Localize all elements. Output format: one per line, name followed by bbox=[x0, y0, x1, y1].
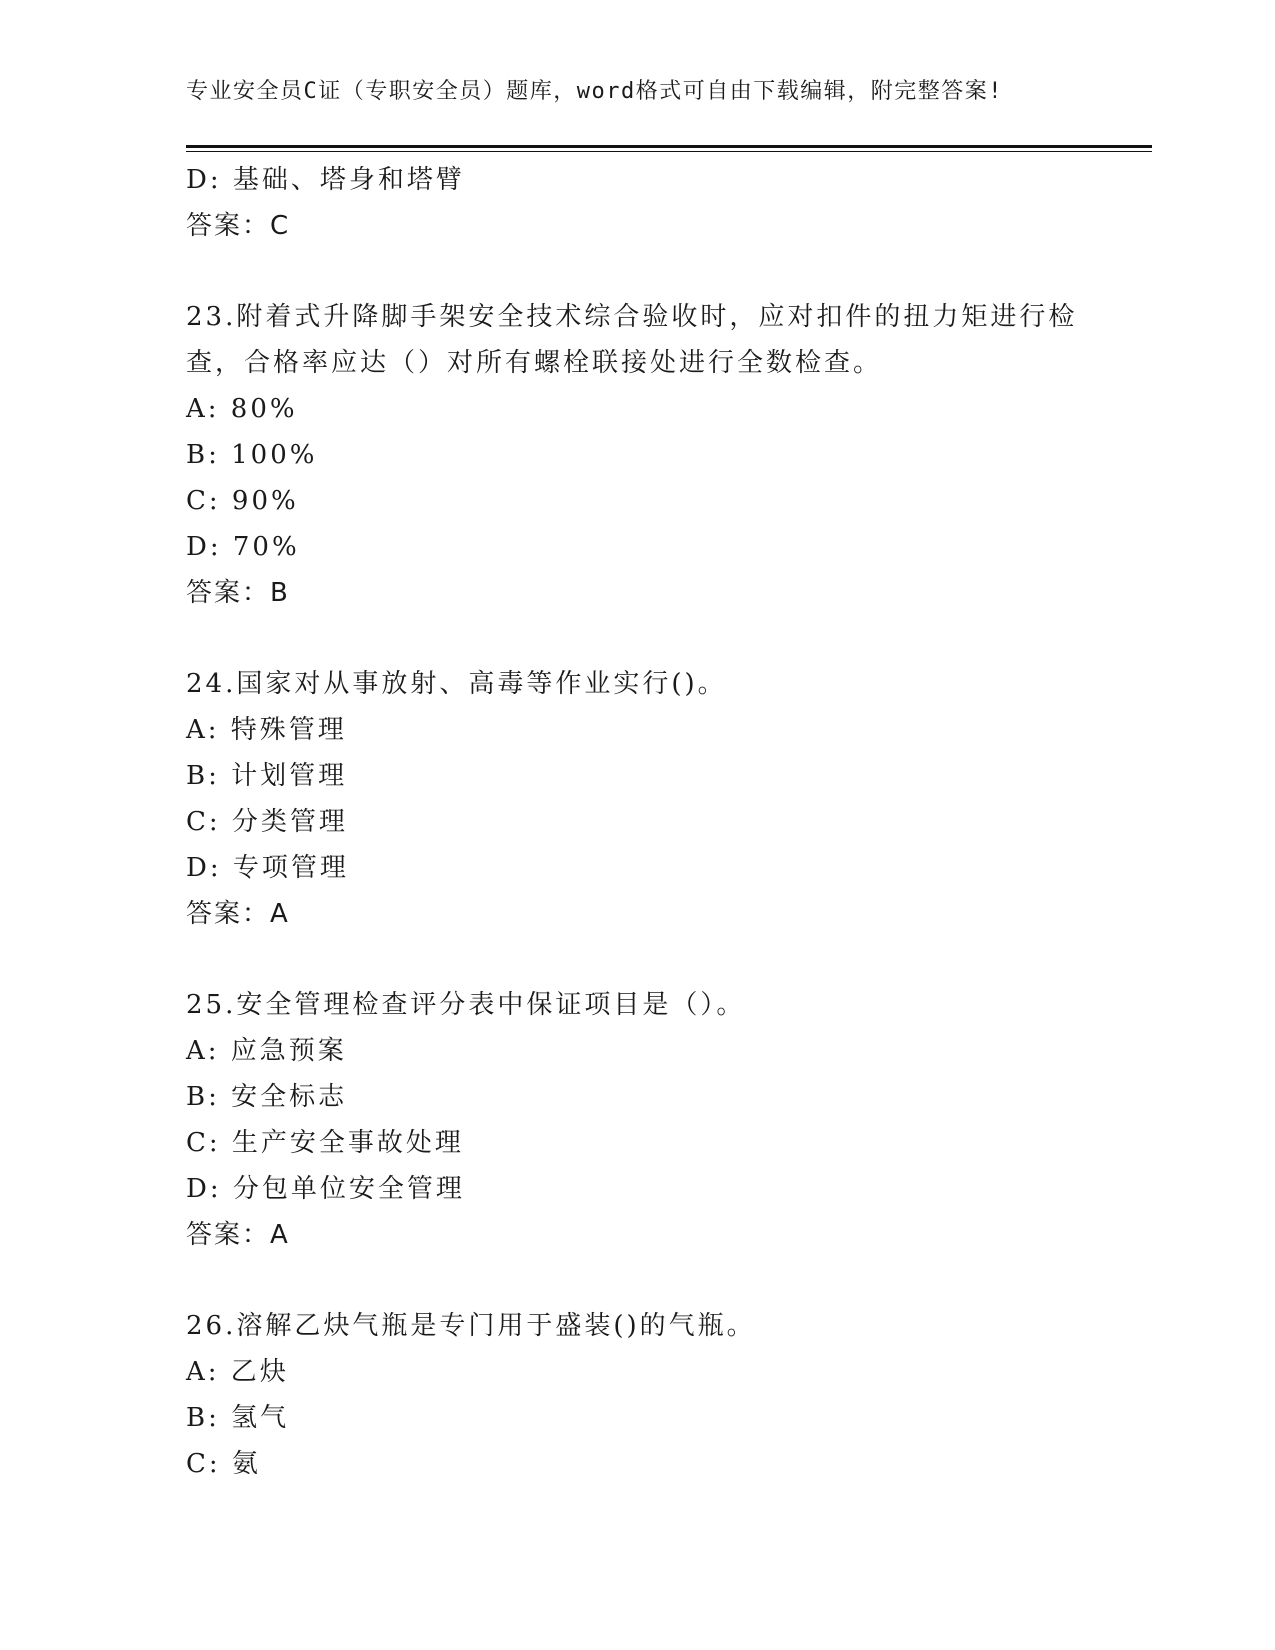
option-b: B: 计划管理 bbox=[186, 761, 348, 791]
option-b: B: 氢气 bbox=[186, 1403, 290, 1433]
option-d: D: 分包单位安全管理 bbox=[186, 1174, 465, 1204]
question-24 bbox=[186, 661, 1086, 937]
option-a: A: 乙炔 bbox=[186, 1357, 289, 1387]
page-header: 专业安全员C证（专职安全员）题库，word格式可自由下载编辑，附完整答案! bbox=[186, 79, 1003, 104]
answer-line: 答案：A bbox=[186, 899, 290, 929]
option-a: A: 特殊管理 bbox=[186, 715, 347, 745]
answer-line: 答案：B bbox=[186, 578, 290, 608]
document-body bbox=[186, 157, 1086, 1487]
option-d: D: 专项管理 bbox=[186, 853, 349, 883]
option-c: C: 生产安全事故处理 bbox=[186, 1128, 464, 1158]
question-25 bbox=[186, 982, 1086, 1258]
option-c: C: 分类管理 bbox=[186, 807, 348, 837]
question-stem: 24.国家对从事放射、高毒等作业实行()。 bbox=[186, 669, 727, 699]
question-23 bbox=[186, 294, 1086, 616]
header-rule-thick bbox=[186, 145, 1152, 148]
option-d: D: 基础、塔身和塔臂 bbox=[186, 165, 465, 195]
question-stem: 26.溶解乙炔气瓶是专门用于盛装()的气瓶。 bbox=[186, 1311, 756, 1341]
option-c: C: 氨 bbox=[186, 1449, 261, 1479]
option-b: B: 安全标志 bbox=[186, 1082, 348, 1112]
question-stem: 23.附着式升降脚手架安全技术综合验收时，应对扣件的扭力矩进行检 bbox=[186, 302, 1078, 332]
answer-line: 答案：A bbox=[186, 1220, 290, 1250]
option-d: D: 70% bbox=[186, 532, 300, 562]
option-b: B: 100% bbox=[186, 440, 318, 470]
answer-line: 答案：C bbox=[186, 211, 291, 241]
option-a: A: 应急预案 bbox=[186, 1036, 347, 1066]
question-26 bbox=[186, 1303, 1086, 1487]
question-stem: 25.安全管理检查评分表中保证项目是（）。 bbox=[186, 990, 746, 1020]
question-stem-continued: 查，合格率应达（）对所有螺栓联接处进行全数检查。 bbox=[186, 348, 883, 378]
header-rule-thin bbox=[186, 151, 1152, 152]
option-a: A: 80% bbox=[186, 394, 298, 424]
option-c: C: 90% bbox=[186, 486, 299, 516]
